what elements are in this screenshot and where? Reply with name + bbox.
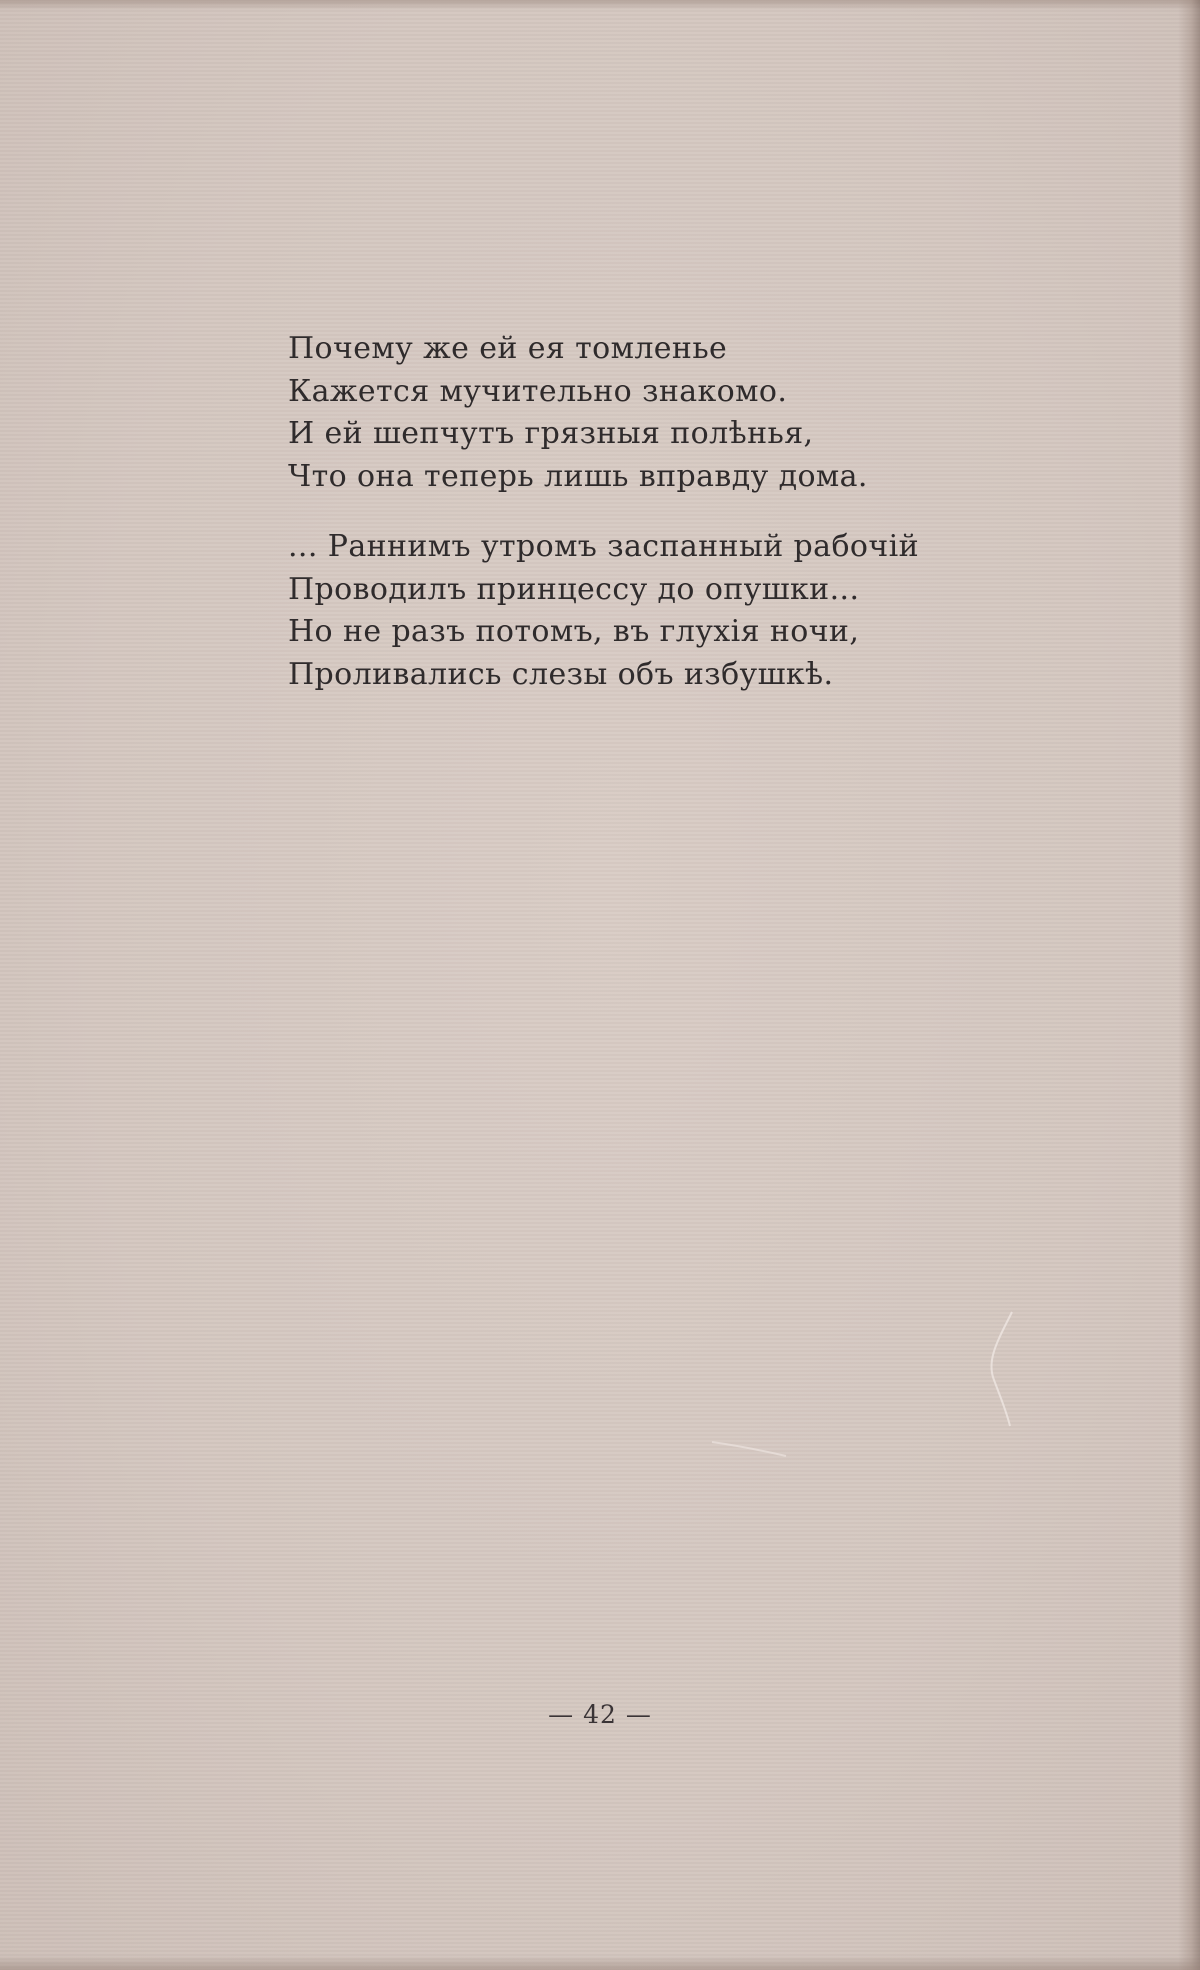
poem-line: Почему же ей ея томленье xyxy=(288,331,728,366)
poem-line: Что она теперь лишь вправду дома. xyxy=(288,458,868,494)
page-top-edge xyxy=(0,0,1200,10)
poem-text xyxy=(288,328,1008,696)
poem-line: И ей шепчутъ грязныя полѣнья, xyxy=(288,416,814,451)
paper-scratch-mark xyxy=(710,1432,790,1462)
paper-crease-mark xyxy=(980,1310,1040,1430)
poem-line: Но не разъ потомъ, въ глухія ночи, xyxy=(288,614,860,649)
poem-line: Проливались слезы объ избушкѣ. xyxy=(288,656,834,692)
poem-line: Проводилъ принцессу до опушки... xyxy=(288,571,860,607)
page-bottom-edge xyxy=(0,1956,1200,1970)
page-number: — 42 — xyxy=(548,1700,652,1729)
stanza-2 xyxy=(288,526,1008,696)
poem-line: ... Раннимъ утромъ заспанный рабочій xyxy=(288,529,919,564)
poem-line: Кажется мучительно знакомо. xyxy=(288,373,788,409)
page-right-edge xyxy=(1178,0,1200,1970)
stanza-1 xyxy=(288,328,1008,498)
